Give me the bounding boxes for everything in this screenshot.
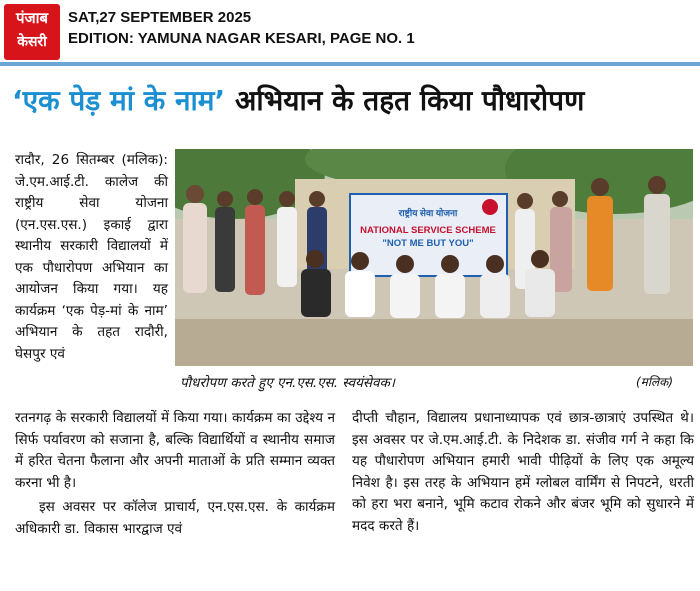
- banner-line-3: "NOT ME BUT YOU": [382, 238, 474, 249]
- newspaper-logo: [4, 4, 60, 60]
- logo-line-2: केसरी: [17, 34, 47, 50]
- article-column-2: [15, 408, 335, 540]
- article-column-1: [15, 150, 168, 365]
- column-2-paragraph-1: रतनगढ़ के सरकारी विद्यालयों में किया गया। कार्यक्रम का उद्देश्य न सिर्फ पर्यावरण को सजाना है, बल्कि विद्यार्थियों व स्थानीय समाज में हरित चेतना फैलाना और अपनी माताओं के प्रति सम्मान व्यक्त करना भी है।: [15, 410, 335, 491]
- header-rule: [0, 62, 700, 66]
- photo-caption: पौधरोपण करते हुए एन.एस.एस. स्वयंसेवक।: [180, 375, 396, 391]
- column-1-text: रादौर, 26 सितम्बर (मलिक): जे.एम.आई.टी. कालेज की राष्ट्रीय सेवा योजना (एन.एस.एस.) इकाई द्वारा स्थानीय सरकारी विद्यालयों में एक पौधारोपण अभियान का आयोजन किया गया। यह कार्यक्रम ‘एक पेड़-मां के नाम’ अभियान के तहत रादौरी, घेसपुर एवं: [15, 152, 168, 362]
- photo-credit: (मलिक): [636, 375, 673, 389]
- headline-quoted-part: ‘एक पेड़ मां के नाम’: [12, 84, 226, 117]
- column-3-text: दीप्ती चौहान, विद्यालय प्रधानाध्यापक एवं छात्र-छात्राएं उपस्थित थे। इस अवसर पर जे.एम.आई.टी. के निदेशक डा. संजीव गर्ग ने कहा कि यह पौधारोपण अभियान हमारी भावी पीढ़ियों के लिए एक अमूल्य निवेश है। इस तरह के अभियान हमें ग्लोबल वार्मिंग से निपटने, धरती को हरा भरा बनाने, भूमि कटाव रोकने और बंजर भूमि को सुधारने में मदद करते हैं।: [352, 410, 694, 534]
- article-headline: [12, 84, 584, 118]
- edition-info: EDITION: YAMUNA NAGAR KESARI, PAGE NO. 1: [68, 30, 415, 47]
- headline-rest: अभियान के तहत किया पौधारोपण: [234, 84, 585, 117]
- article-column-3: [352, 408, 694, 537]
- banner-line-2: NATIONAL SERVICE SCHEME: [360, 225, 496, 236]
- article-photo: [175, 149, 693, 366]
- publication-date: SAT,27 SEPTEMBER 2025: [68, 9, 252, 26]
- column-2-paragraph-2: इस अवसर पर कॉलेज प्राचार्य, एन.एस.एस. के कार्यक्रम अधिकारी डा. विकास भारद्वाज एवं: [15, 499, 335, 537]
- photo-illustration: [175, 149, 693, 366]
- banner-line-1: राष्ट्रीय सेवा योजना: [398, 208, 458, 218]
- logo-line-1: पंजाब: [15, 9, 49, 27]
- nss-banner: [350, 194, 507, 276]
